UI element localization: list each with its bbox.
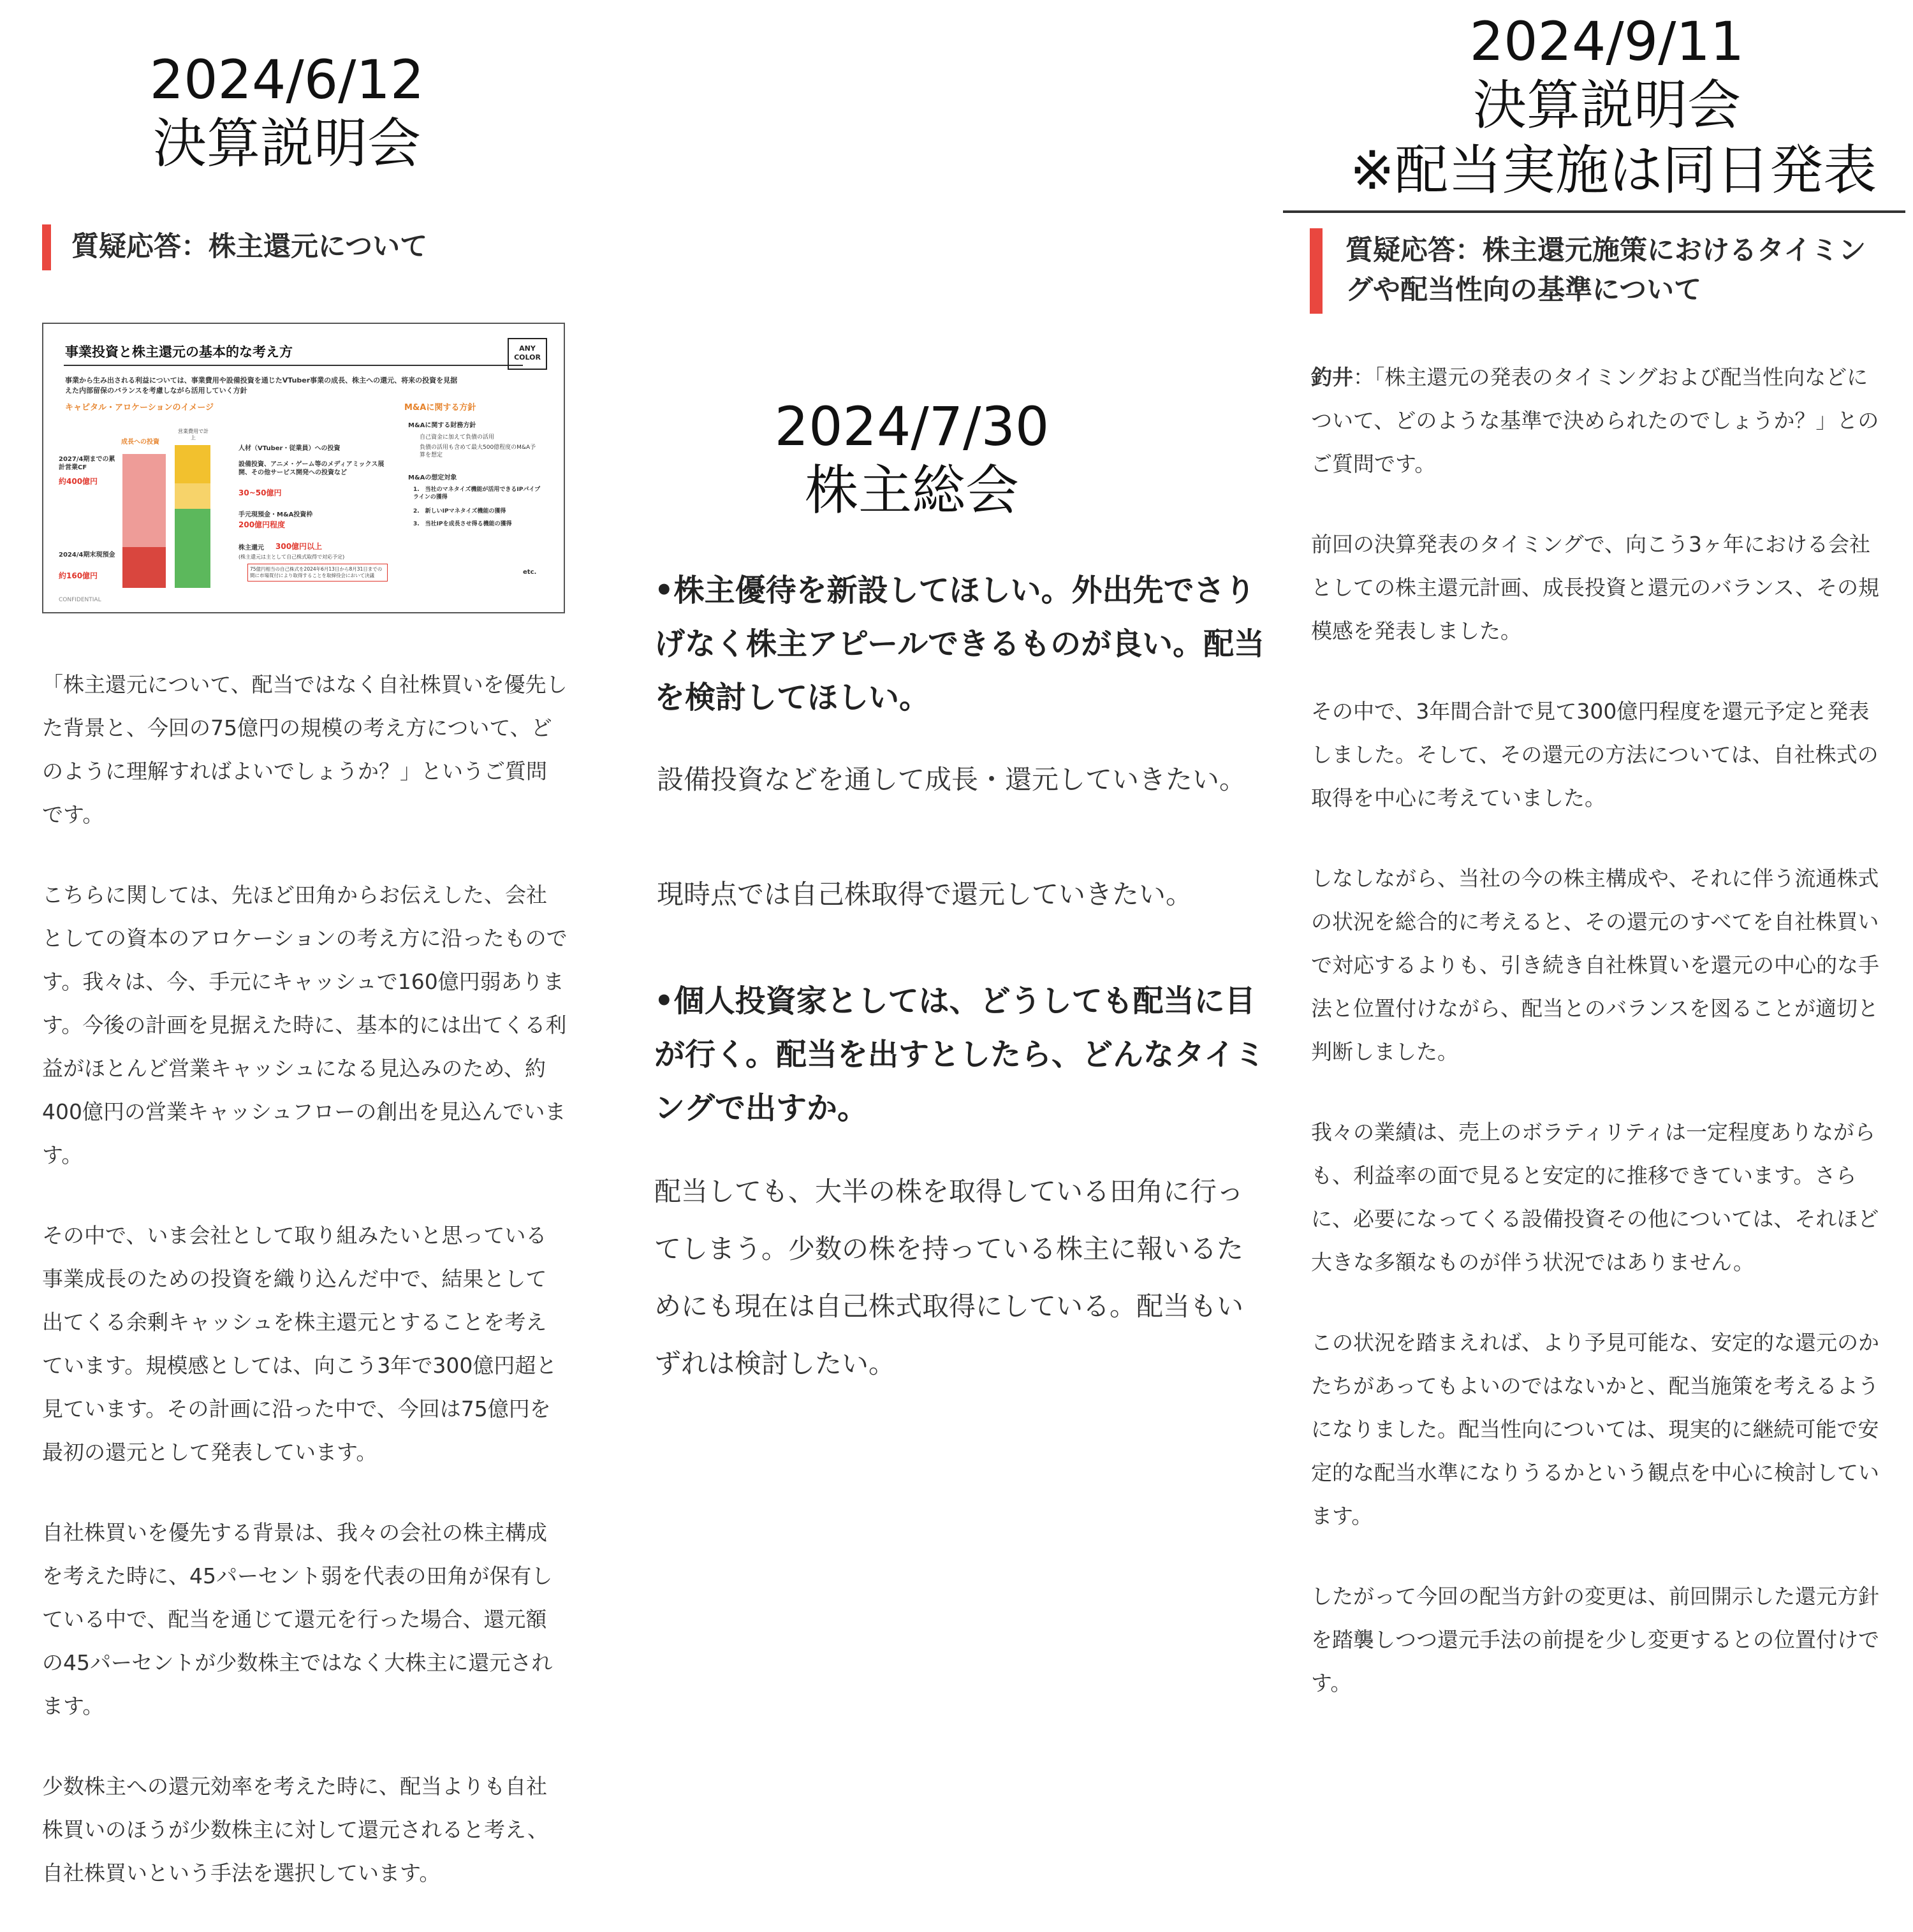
bar-business — [175, 445, 210, 483]
col3-event: 決算説明会 — [1472, 74, 1741, 136]
cf-label: 2027/4期までの累計営業CF — [59, 456, 115, 471]
col3-paragraph: 我々の業績は、売上のボラティリティは一定程度ありながらも、利益率の面で見ると安定的に推移できています。さらに、必要になってくる設備投資その他については、それほど大きな多額なものが伴う状況ではありません。 — [1311, 1120, 1879, 1275]
col1-date: 2024/6/12 — [149, 48, 425, 111]
col3-paragraph: したがって今回の配当方針の変更は、前回開示した還元方針を踏襲しつつ還元手法の前提を少し変更するとの位置付けです。 — [1311, 1584, 1879, 1695]
confidential-label: CONFIDENTIAL — [59, 597, 101, 603]
slide-intro-1: 事業から生み出される利益については、事業費用や設備投資を通じたVTuber事業の成長、株主への還元、将来の投資を見据 — [65, 376, 458, 384]
slide-title: 事業投資と株主還元の基本的な考え方 — [65, 344, 293, 360]
col3-paragraph: その中で、3年間合計で見て300億円程度を還元予定と発表しました。そして、その還元の方法については、自社株式の取得を中心に考えていました。 — [1311, 699, 1879, 810]
item3-value: 200億円程度 — [238, 520, 286, 529]
cash-label: 2024/4期末現預金 — [59, 552, 115, 559]
cf-value: 約400億円 — [59, 477, 98, 486]
col1-paragraph: その中で、いま会社として取り組みたいと思っている事業成長のための投資を織り込んだ中で、結果として出てくる余剰キャッシュを株主還元とすることを考えています。規模感としては、向こう3年で300億円超と見ています。その計画に沿った中で、今回は75億円を最初の還元として発表しています。 — [42, 1223, 557, 1465]
col1-paragraph: 「株主還元について、配当ではなく自社株買いを優先した背景と、今回の75億円の規模の考え方について、どのように理解すればよいでしょうか？」というご質問です。 — [42, 672, 568, 827]
col1-section-title: 質疑応答：株主還元について — [71, 231, 428, 263]
col1-body — [42, 663, 568, 1932]
item2: 設備投資、アニメ・ゲーム等のメディアミックス展開、その他サービス開発への投資など — [238, 461, 385, 476]
col1-paragraph: こちらに関しては、先ほど田角からお伝えした、会社としての資本のアロケーションの考え方に沿ったものです。我々は、今、手元にキャッシュで160億円弱あります。今後の計画を見据えた時に、基本的には出てくる利益がほとんど営業キャッシュになる見込みのため、約400億円の営業キャッシュフローの創出を見込んでいます。 — [42, 882, 568, 1167]
box-note: 75億円相当の自己株式を2024年6月13日から8月31日までの間に市場買付により取得することを取締役会において決議 — [247, 564, 388, 582]
slide-intro-2: えた内部留保のバランスを考慮しながら活用していく方針 — [65, 386, 247, 395]
col3-note: ※配当実施は同日発表 — [1349, 139, 1877, 201]
item3: 手元現預金・M&A投資枠 — [238, 511, 313, 518]
ma2b: 2. 新しいIPマネタイズ機能の獲得 — [413, 508, 506, 515]
slide-left-heading: キャピタル・アロケーションのイメージ — [65, 403, 214, 413]
item1: 人材（VTuber・従業員）への投資 — [238, 445, 341, 452]
col3-paragraph: この状況を踏まえれば、より予見可能な、安定的な還元のかたちがあってもよいのではないかと、配当施策を考えるようになりました。配当性向については、現実的に継続可能で安定的な配当水準になりうるかという観点を中心に検討しています。 — [1311, 1330, 1879, 1528]
bar-return — [175, 509, 210, 588]
col3-question: ：「株主還元の発表のタイミングおよび配当性向などについて、どのような基準で決められたのでしょうか？」とのご質問です。 — [1311, 365, 1879, 476]
col3-section-bar — [1310, 228, 1323, 314]
item2-value: 30~50億円 — [238, 488, 282, 497]
col3-section-title: 質疑応答：株主還元施策におけるタイミングや配当性向の基準について — [1345, 235, 1866, 307]
bar-capex — [175, 483, 210, 509]
col3-body — [1311, 356, 1880, 1742]
bar-cash — [122, 547, 166, 588]
item4-value: 300億円以上 — [275, 542, 323, 551]
answer-2: 配当しても、大半の株を取得している田角に行ってしまう。少数の株を持っている株主に報いるためにも現在は自己株式取得にしている。配当もいずれは検討したい。 — [654, 1176, 1244, 1379]
speaker-name: 釣井 — [1311, 365, 1353, 390]
growth-label: 成長への投資 — [121, 439, 159, 446]
col1-paragraph: 自社株買いを優先する背景は、我々の会社の株主構成を考えた時に、45パーセント弱を代表の田角が保有している中で、配当を通じて還元を行った場合、還元額の45パーセントが少数株主ではなく大株主に還元されます。 — [42, 1520, 553, 1718]
col3-paragraph: しなしながら、当社の今の株主構成や、それに伴う流通株式の状況を総合的に考えると、その還元のすべてを自社株買いで対応するよりも、引き続き自社株買いを還元の中心的な手法と位置付けながら、配当とのバランスを図ることが適切と判断しました。 — [1311, 866, 1879, 1064]
ma1b: 負債の活用も含めて最大500億程度のM&A予算を想定 — [420, 444, 536, 458]
etc-label: etc. — [523, 569, 537, 576]
business-label: 営業費用で計上 — [178, 428, 209, 441]
slide-title-underline — [64, 365, 523, 366]
ma2: M&Aの想定対象 — [408, 474, 457, 481]
item4: 株主還元 — [238, 545, 264, 552]
col2-date: 2024/7/30 — [774, 395, 1050, 458]
item4-note: (株主還元は主として自己株式取得で対応予定) — [238, 554, 345, 560]
cash-value: 約160億円 — [59, 571, 98, 580]
question-2: •個人投資家としては、どうしても配当に目が行く。配当を出すとしたら、どんなタイミングで出すか。 — [654, 983, 1266, 1126]
answer-1b: 現時点では自己株取得で還元していきたい。 — [657, 879, 1193, 910]
slide-right-heading: M&Aに関する方針 — [404, 403, 476, 413]
col3-date: 2024/9/11 — [1469, 10, 1745, 73]
ma2a: 1. 当社のマネタイズ機能が活用できるIPパイプラインの獲得 — [413, 487, 541, 501]
col2-event: 株主総会 — [804, 459, 1019, 522]
col1-event: 決算説明会 — [152, 112, 421, 175]
col3-paragraph: 前回の決算発表のタイミングで、向こう3ヶ年における会社としての株主還元計画、成長投資と還元のバランス、その規模感を発表しました。 — [1311, 532, 1879, 643]
ma1: M&Aに関する財務方針 — [408, 422, 476, 429]
question-1: •株主優待を新設してほしい。外出先でさりげなく株主アピールできるものが良い。配当を検討してほしい。 — [654, 573, 1265, 715]
col3-header-rule — [1283, 210, 1905, 213]
col3-first-paragraph — [1311, 356, 1880, 486]
answer-1a: 設備投資などを通して成長・還元していきたい。 — [657, 764, 1247, 795]
ma1a: 自己資金に加えて負債の活用 — [420, 434, 495, 441]
col1-paragraph: 少数株主への還元効率を考えた時に、配当よりも自社株買いのほうが少数株主に対して還元されると考え、自社株買いという手法を選択しています。 — [42, 1774, 548, 1885]
capital-allocation-slide — [42, 323, 565, 613]
ma2c: 3. 当社IPを成長させ得る機能の獲得 — [413, 521, 512, 527]
anycolor-logo: ANY COLOR — [508, 338, 547, 370]
col1-section-bar — [42, 224, 51, 270]
